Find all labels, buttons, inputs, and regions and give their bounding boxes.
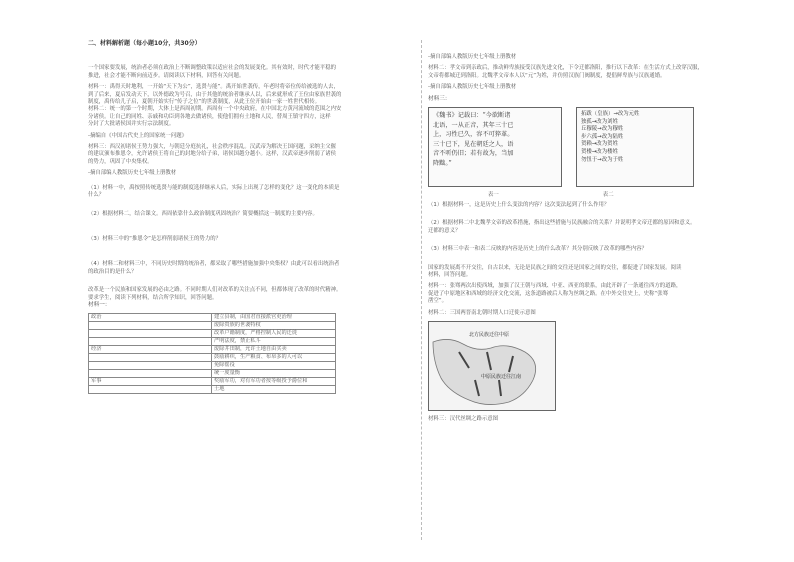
- table-cell: 奖励军功，对有军功者按等级授予爵位和: [212, 378, 336, 386]
- material-line: 分诸侯。让自己的同姓、亲戚和功臣到各地去做诸侯，使他们拥有土地和人民，替周王镇守四方，这样: [88, 113, 331, 120]
- question-1-cont: 什么？: [88, 192, 105, 199]
- reform-intro-1: 改革是一个民族和国家发展的必由之路。不同时期人们对改革的关注点不同，但都体现了改革的时代精神。: [88, 287, 342, 294]
- map-caption: 材料三：汉代丝绸之路示意图: [428, 416, 499, 423]
- land-shape: [433, 340, 536, 405]
- table-row: [89, 346, 336, 354]
- material-line: 材料一：禹得天时地利，一开始“天下为公”，选贤与能”。禹开始世袭传，年老时将帝位传给被选的人去，: [88, 84, 339, 91]
- table-row: [89, 322, 336, 330]
- question-3: （3）材料三中的“推恩令”是怎样削弱诸侯王的势力的？: [88, 235, 221, 242]
- column-divider: [421, 40, 422, 540]
- figure-text-line: 降黜。”: [433, 159, 452, 167]
- material-line: 文帝将都城迁到洛阳。北魏孝文帝本人以“元”为姓，并仿照汉族门阀制度，提倡鲜卑族与汉族通婚。: [428, 72, 666, 79]
- reform-table: [88, 313, 336, 394]
- intro-line-1: 一个国家要发展，统治者必须在政治上不断调整政策以适应社会的发展变化。其有效时，时代才能平稳的: [88, 65, 336, 72]
- table-cell: [89, 354, 212, 362]
- figure-ancient-text: [428, 107, 562, 187]
- table-cell: [89, 386, 212, 394]
- table-cell: [89, 362, 212, 370]
- material-label: 材料三：: [428, 95, 451, 102]
- material-source: -摘自部编人教版历史七年级上册教材: [428, 84, 517, 91]
- figure-list-item: 贺赖→改为贺姓: [581, 141, 618, 148]
- material-line: 分封了大批诸侯国并实行宗法制度。: [88, 121, 175, 128]
- table-cell: 土地: [212, 386, 336, 394]
- table-cell: 鼓励耕织，生产粮食、布帛多的人可以: [212, 354, 336, 362]
- material-line: 的建议颁布推恩令，允许诸侯王将自己的封地分给子弟，诸侯国越分越小。这样，汉武帝逐步削弱了诸侯: [88, 151, 336, 158]
- material-line: 材料三：西汉初诸侯王势力强大，与朝廷分庭抗礼，社会秩序混乱。汉武帝为解决王国问题，采纳主父偃: [88, 144, 336, 151]
- table-row: [89, 362, 336, 370]
- material-line: 制度，禹传给儿子启，夏朝开始实行“传子之位”的世袭制度，从此王位开始由一家一姓世代相传。: [88, 99, 320, 106]
- figure-list-item: 勿忸于→改为于姓: [581, 156, 624, 163]
- table-row: [89, 370, 336, 378]
- question-1: （1）根据材料一，这是历史上什么变法的内容？这次变法起到了什么作用？: [428, 202, 610, 209]
- figure-text-line: 《魏书》记载曰：“今欲断诸: [433, 112, 511, 120]
- map-label-south: 中原民族迁往江南: [481, 374, 522, 381]
- table-cell: 免除徭役: [212, 362, 336, 370]
- figure-surname-list: [576, 107, 694, 187]
- table-row: [89, 354, 336, 362]
- table-row: [89, 338, 336, 346]
- table-cell: [89, 338, 212, 346]
- material-line: 凿空”。: [428, 298, 447, 305]
- question-3: （3）材料三中表一和表二反映的内容是历史上的什么改革？其分别反映了改革的哪些内容？: [428, 246, 648, 253]
- material-source: -摘自部编人教版历史七年级上册教材: [88, 170, 177, 177]
- figure-list-item: 步六孤→改为陆姓: [581, 133, 624, 140]
- table-cell: 废除贵族的世袭特权: [212, 322, 336, 330]
- table-cell: 建立县制，由国君直接派官吏治理: [212, 314, 336, 322]
- question-4: （4）材料二和材料三中，不同历史时期的统治者，都采取了哪些措施加强中央集权？由此可以看出统治者: [88, 261, 340, 268]
- figure-list-item: 丘穆陵→改为穆姓: [581, 126, 624, 133]
- question-2: （2）根据材料二，结合课文。西周依靠什么政治制度巩固统治？简要概括这一制度的主要内容。: [88, 210, 318, 217]
- table-cell: 废除井田制，允许土地自由买卖: [212, 346, 336, 354]
- question-2-cont: 迁都的意义？: [428, 227, 461, 234]
- figure-text-line: 音不听仍旧；若有故为，当加: [433, 150, 514, 158]
- table-row: [89, 378, 336, 386]
- material-label: 材料一：: [88, 301, 111, 308]
- figure-list-item: 拓跋（皇族）→改为元姓: [581, 111, 640, 118]
- intro-line-2: 推进，社会才能不断向前迈步。请阅读以下材料，回答有关问题。: [88, 72, 245, 79]
- material-line: 材料二：孝文帝到亲政后，推动鲜卑族接受汉族先进文化，下令迁都洛阳，推行以下改革：在生活方式上改穿汉服，: [428, 65, 703, 72]
- figure-text-line: 三十已下，见在朝廷之人，语: [433, 140, 514, 148]
- table-cell: 统一度量衡: [212, 370, 336, 378]
- map-drawing: [429, 322, 555, 410]
- question-4-cont: 的政治目的是什么？: [88, 268, 137, 275]
- material-line: 促进了中原地区和西域的经济文化交流，这条道路被后人称为丝绸之路。在中外交往史上，史称“张骞: [428, 290, 668, 297]
- table-cell: [89, 330, 212, 338]
- migration-map: [428, 321, 556, 411]
- figure-captions: [428, 190, 764, 198]
- table-row: [89, 386, 336, 394]
- table-row: [89, 330, 336, 338]
- figure-list-item: 独孤→改为刘姓: [581, 118, 618, 125]
- table-cell: 改革户籍制度，严格控制人民的迁徙: [212, 330, 336, 338]
- material-line: 材料一：张骞两次出使西域，加强了汉王朝与西域、中亚、西亚的联系，由此开辟了一条通往西方的道路，: [428, 283, 682, 290]
- figure-text-line: 北语，一从正音，其年三十已: [433, 121, 514, 129]
- material-line: 到了后来，夏启发动天下，以外德政为号召，由于其他的统治者继承人以，后来就形成了王位由家族世袭的: [88, 91, 342, 98]
- figures-row: [428, 107, 764, 187]
- material-source: -摘自部编人教版历史七年级上册教材: [428, 54, 517, 60]
- material-source: -摘编自《中国古代史上的国家统一问题》: [88, 132, 187, 139]
- section-title: 二、材料解析题（每小题10分，共30分）: [88, 40, 201, 47]
- table-cell: 政治: [89, 314, 212, 322]
- table-cell: [89, 370, 212, 378]
- right-column: [428, 54, 764, 424]
- exchange-intro-2: 材料，回答问题。: [428, 272, 472, 279]
- figure-caption-1: 表一: [488, 192, 499, 199]
- question-1: （1）材料一中，禹按照传统选贤与能的制度选择继承人后，实际上出现了怎样的变化？这一变化的本质是: [88, 184, 340, 191]
- figure-list-item: 贺楼→改为楼姓: [581, 149, 618, 155]
- figure-caption-2: 表二: [602, 192, 614, 199]
- figure-text-line: 上，习性已久，容不可猝革。: [433, 131, 514, 139]
- question-2: （2）根据材料二中北魏孝文帝的改革措施，指出这些措施与民族融合的关系？并说明孝文帝迁都的原因和意义。: [428, 220, 696, 227]
- table-cell: 经济: [89, 346, 212, 354]
- reform-intro-2: 要求学生，阅读下列材料，结合所学知识，回答问题。: [88, 294, 218, 301]
- table-cell: 军事: [89, 378, 212, 386]
- left-column: [88, 40, 408, 394]
- exchange-intro-1: 国家的发展离不开交往，自古以来，无论是民族之间的交往还是国家之间的交往，都促进了国家发展。阅读: [428, 264, 682, 271]
- table-row: [89, 314, 336, 322]
- material-line: 材料二：统一的第一个时期，大体上是西周初期。西周有一个中央政府，在中国北方黄河流域的范围之内安: [88, 106, 342, 113]
- table-cell: [89, 322, 212, 330]
- map-label-north: 北方民族迁往中原: [469, 332, 510, 339]
- table-cell: 严明法度，禁止私斗: [212, 338, 336, 346]
- material-line: 的势力，巩固了中央集权。: [88, 158, 153, 165]
- material-2-title: 材料二：三国两晋南北朝时期人口迁徙示意图: [428, 309, 536, 316]
